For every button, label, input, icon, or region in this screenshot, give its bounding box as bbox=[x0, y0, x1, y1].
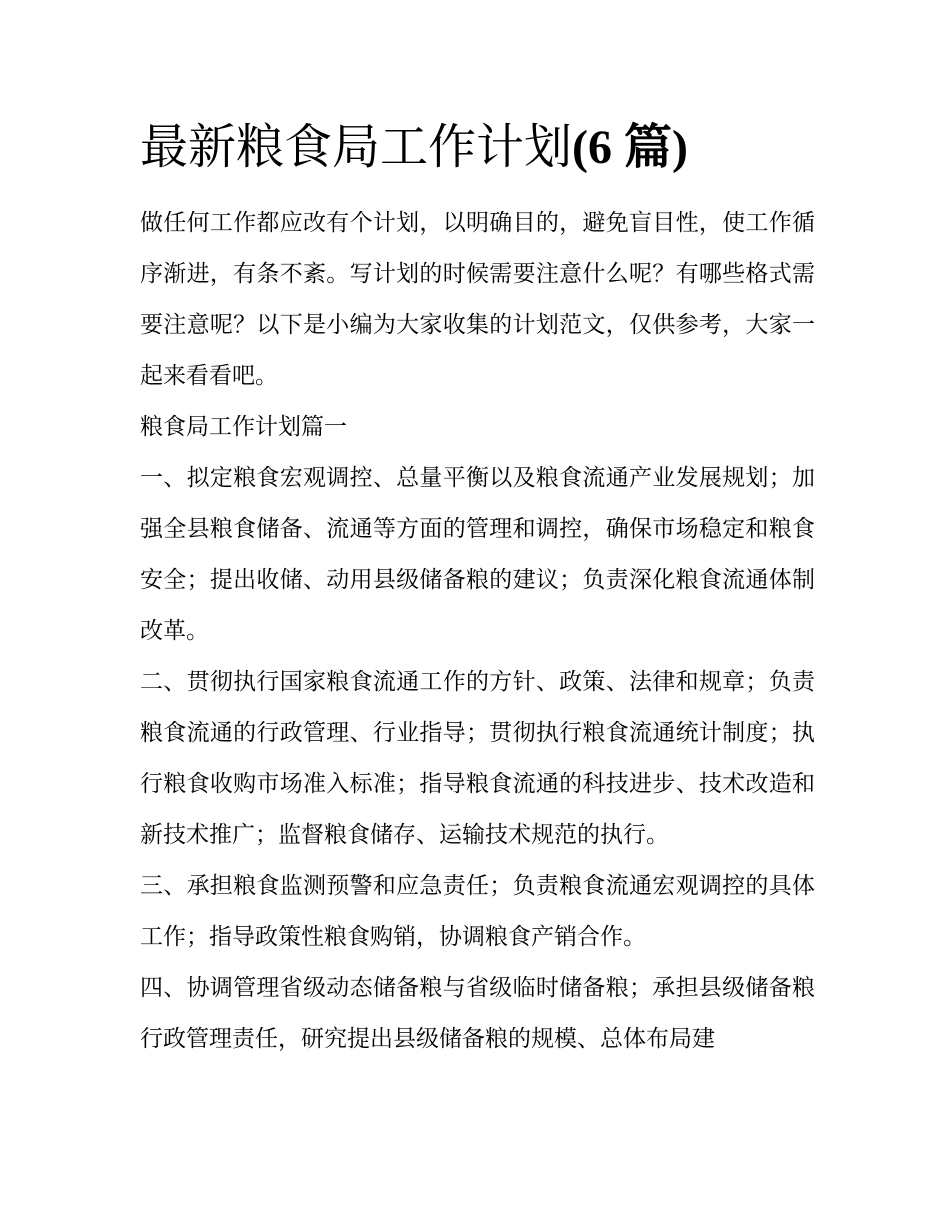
title-suffix: (6 篇) bbox=[572, 121, 688, 174]
body-paragraph-2: 二、贯彻执行国家粮食流通工作的方针、政策、法律和规章；负责粮食流通的行政管理、行业指导；贯彻执行粮食流通统计制度；执行粮食收购市场准入标准；指导粮食流通的科技进步、技术改造和新技术推广；监督粮食储存、运输技术规范的执行。 bbox=[140, 669, 815, 848]
intro-paragraph: 做任何工作都应改有个计划，以明确目的，避免盲目性，使工作循序渐进，有条不紊。写计划的时候需要注意什么呢？有哪些格式需要注意呢？以下是小编为大家收集的计划范文，仅供参考，大家一起来看看吧。 bbox=[140, 210, 815, 389]
section-heading: 粮食局工作计划篇一 bbox=[140, 414, 347, 440]
body-paragraph-1: 一、拟定粮食宏观调控、总量平衡以及粮食流通产业发展规划；加强全县粮食储备、流通等方面的管理和调控，确保市场稳定和粮食安全；提出收储、动用县级储备粮的建议；负责深化粮食流通体制改革。 bbox=[140, 465, 815, 644]
document-title bbox=[140, 112, 840, 183]
document-body bbox=[140, 198, 815, 1065]
body-paragraph-4: 四、协调管理省级动态储备粮与省级临时储备粮；承担县级储备粮行政管理责任，研究提出县级储备粮的规模、总体布局建 bbox=[140, 975, 815, 1052]
title-main: 最新粮食局工作计划 bbox=[140, 119, 573, 175]
body-paragraph-3: 三、承担粮食监测预警和应急责任；负责粮食流通宏观调控的具体工作；指导政策性粮食购销，协调粮食产销合作。 bbox=[140, 873, 815, 950]
